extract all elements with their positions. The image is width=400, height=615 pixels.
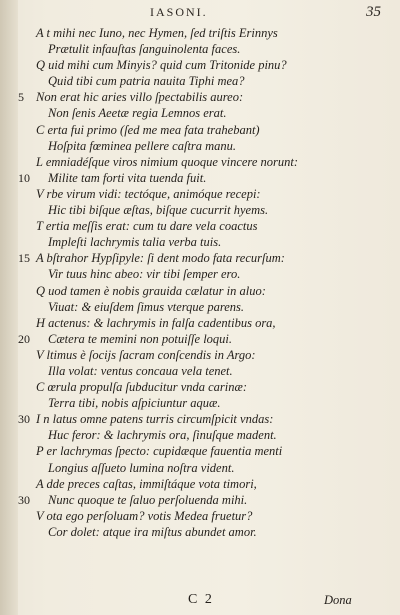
signature-mark: C 2: [188, 592, 214, 607]
line-number: 5: [18, 90, 24, 105]
verse-line-text: H actenus: & lachrymis in falſa cadentibus ora,: [36, 315, 276, 330]
verse-line-text: Quid tibi cum patria nauita Tiphi mea?: [48, 74, 245, 89]
verse-line: [0, 395, 400, 411]
verse-line: [0, 57, 400, 73]
verse-line-text: V ltimus è ſocijs ſacram conſcendis in Argo:: [36, 347, 256, 362]
catchword: Dona: [324, 593, 352, 607]
verse-line-text: L emniadéſque viros nimium quoque vincere norunt:: [36, 154, 298, 169]
verse-line: [0, 283, 400, 299]
verse-line: [0, 508, 400, 524]
page-number: 35: [366, 4, 381, 20]
verse-line-text: Q uod tamen è nobis grauida cælatur in aluo:: [36, 283, 266, 298]
verse-line-text: P er lachrymas ſpecto: cupidæque fauentia menti: [36, 444, 283, 459]
line-number: 30: [18, 492, 30, 507]
verse-line: [0, 89, 400, 105]
verse-line: [0, 25, 400, 41]
verse-text-block: [0, 25, 400, 540]
verse-line: [0, 73, 400, 89]
page-header: [0, 4, 400, 24]
verse-line-text: Illa volat: ventus concaua vela tenet.: [48, 363, 233, 378]
verse-line-text: V rbe virum vidi: tectóque, animóque recepi:: [36, 186, 261, 201]
verse-line-text: A bſtrahor Hypſipyle: ſi dent modo fata recurſum:: [36, 251, 285, 266]
verse-line-text: Cor dolet: atque ira miſtus abundet amor.: [48, 524, 257, 539]
page-footer: [0, 592, 400, 612]
verse-line-text: Hic tibi biſque æſtas, biſque cucurrit hyems.: [48, 203, 269, 218]
verse-line: [0, 331, 400, 347]
verse-line: [0, 138, 400, 154]
verse-line-text: Impleſti lachrymis talia verba tuis.: [48, 235, 222, 250]
verse-line: [0, 315, 400, 331]
verse-line-text: Terra tibi, nobis aſpiciuntur aquæ.: [48, 396, 221, 411]
verse-line-text: I n latus omne patens turris circumſpicit vndas:: [36, 412, 274, 427]
verse-line-text: Prætulit infauſtas ſanguinolenta faces.: [48, 42, 241, 57]
verse-line: [0, 299, 400, 315]
verse-line-text: Non ſenis Aeetæ regia Lemnos erat.: [48, 106, 227, 121]
verse-line: [0, 122, 400, 138]
verse-line: [0, 234, 400, 250]
verse-line-text: Non erat hic aries villo ſpectabilis aureo:: [36, 90, 244, 105]
verse-line: [0, 105, 400, 121]
line-number: 15: [18, 251, 30, 266]
verse-line: [0, 427, 400, 443]
line-number: 20: [18, 331, 30, 346]
line-number: 10: [18, 170, 30, 185]
verse-line-text: Cætera te memini non potuiſſe loqui.: [48, 331, 233, 346]
verse-line: [0, 347, 400, 363]
verse-line: [0, 443, 400, 459]
verse-line: [0, 476, 400, 492]
verse-line-text: Viuat: & eiuſdem ſimus vterque parens.: [48, 299, 245, 314]
running-head: IASONI.: [150, 5, 208, 19]
verse-line: [0, 41, 400, 57]
verse-line-text: A t mihi nec Iuno, nec Hymen, ſed triſtis Erinnys: [36, 26, 278, 40]
verse-line: [0, 492, 400, 508]
line-number: 30: [18, 412, 30, 427]
verse-line-text: Q uid mihi cum Minyis? quid cum Tritonide pinu?: [36, 58, 287, 73]
verse-line-text: Longius aſſueto lumina noſtra vident.: [48, 460, 235, 475]
verse-line-text: V ota ego perſoluam? votis Medea fruetur?: [36, 508, 253, 523]
verse-line: [0, 202, 400, 218]
verse-line: [0, 460, 400, 476]
verse-line-text: Nunc quoque te ſaluo perſoluenda mihi.: [48, 492, 248, 507]
verse-line-text: Vir tuus hinc abeo: vir tibi ſemper ero.: [48, 267, 241, 282]
verse-line-text: T ertia meſſis erat: cum tu dare vela coactus: [36, 219, 258, 234]
verse-line-text: C erta fui primo (ſed me mea fata trahebant): [36, 122, 260, 137]
verse-line-text: C œrula propulſa ſubducitur vnda carinæ:: [36, 380, 247, 395]
verse-line: [0, 524, 400, 540]
verse-line: [0, 379, 400, 395]
verse-line: [0, 411, 400, 427]
verse-line: [0, 266, 400, 282]
verse-line: [0, 170, 400, 186]
verse-line: [0, 250, 400, 266]
verse-line: [0, 154, 400, 170]
verse-line-text: Huc feror: & lachrymis ora, ſinuſque madent.: [48, 428, 277, 443]
verse-line-text: A dde preces caſtas, immiſtáque vota timori,: [36, 476, 257, 491]
verse-line: [0, 186, 400, 202]
verse-line-text: Hoſpita fœminea pellere caſtra manu.: [48, 138, 237, 153]
verse-line: [0, 363, 400, 379]
verse-line: [0, 218, 400, 234]
verse-line-text: Milite tam forti vita tuenda fuit.: [48, 170, 207, 185]
